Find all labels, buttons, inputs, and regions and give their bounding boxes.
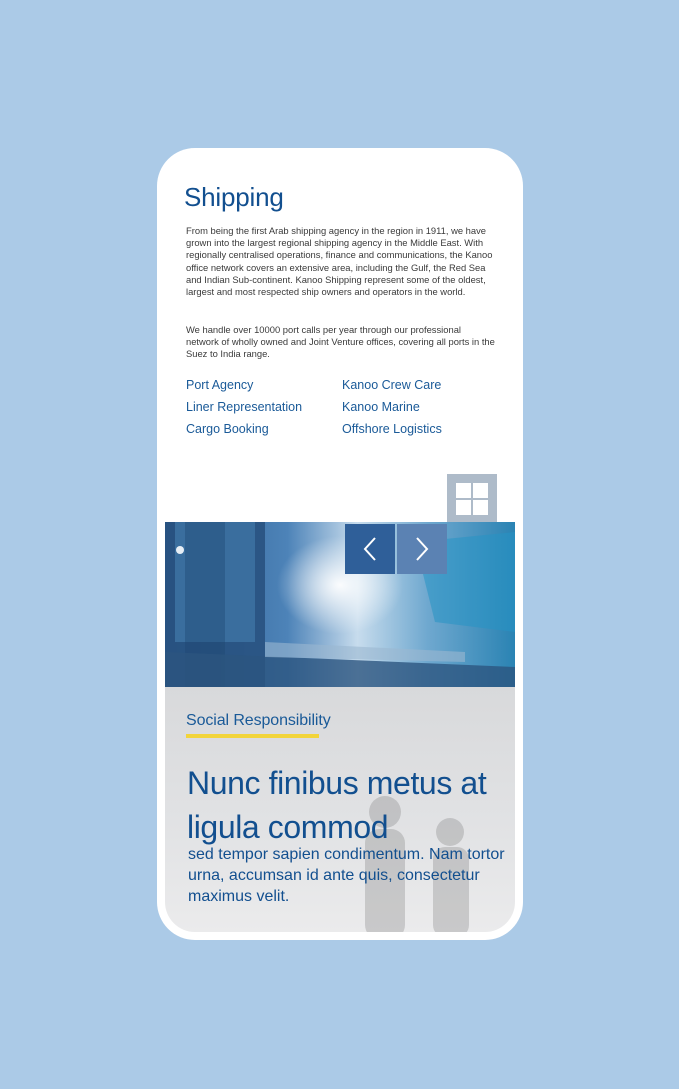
social-responsibility-panel: [165, 687, 515, 932]
page-title: Shipping: [184, 182, 284, 212]
link-liner-representation[interactable]: Liner Representation: [186, 400, 303, 414]
grid-icon: [455, 482, 489, 516]
link-offshore-logistics[interactable]: Offshore Logistics: [342, 422, 442, 436]
hero-image: [165, 522, 515, 687]
section-label-underline: [186, 734, 319, 738]
section-label[interactable]: Social Responsibility: [186, 712, 331, 729]
link-port-agency[interactable]: Port Agency: [186, 378, 254, 392]
chevron-right-icon: [414, 536, 430, 562]
phone-frame: [157, 148, 523, 940]
port-calls-paragraph: We handle over 10000 port calls per year through our professional network of wholly owned and Joint Venture offices, covering all ports in the Suez to India range.: [186, 324, 495, 360]
next-slide-button[interactable]: [397, 524, 447, 574]
link-cargo-booking[interactable]: Cargo Booking: [186, 422, 269, 436]
service-links: [186, 378, 506, 437]
chevron-left-icon: [362, 536, 378, 562]
grid-view-button[interactable]: [447, 474, 497, 524]
feature-headline: Nunc finibus metus at ligula commod: [187, 765, 487, 845]
feature-subtext: sed tempor sapien condimentum. Nam tortor urna, accumsan id ante quis, consectetur maximus velit.: [188, 846, 505, 905]
previous-slide-button[interactable]: [345, 524, 395, 574]
link-kanoo-crew-care[interactable]: Kanoo Crew Care: [342, 378, 442, 392]
intro-paragraph: From being the first Arab shipping agency in the region in 1911, we have grown into the largest regional shipping agency in the Middle East. With regionally centralised operations, finance and communications, the Kanoo office network covers an extensive area, including the Gulf, the Red Sea and Indian Sub-continent. Kanoo Shipping represent some of the oldest, largest and most respected ship owners and operators in the world.: [186, 225, 493, 298]
link-kanoo-marine[interactable]: Kanoo Marine: [342, 400, 420, 414]
